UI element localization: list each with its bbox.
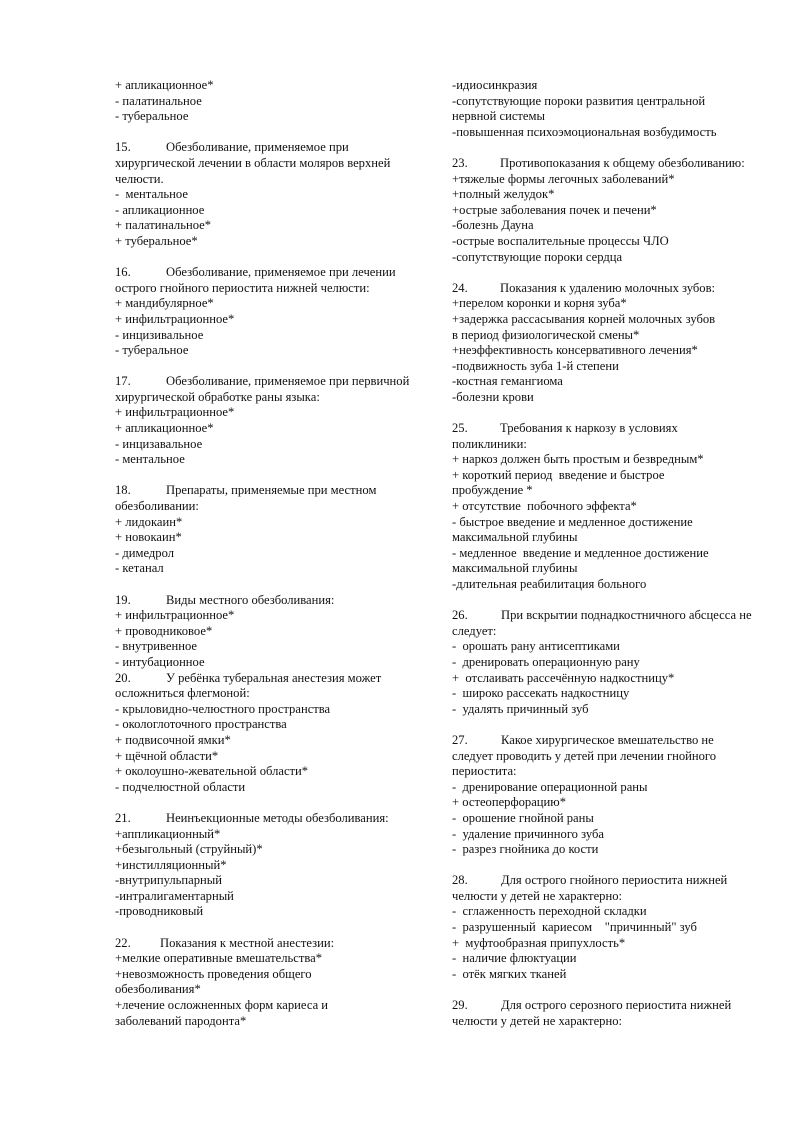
question-27	[452, 733, 752, 858]
question-number: 15.	[115, 140, 131, 155]
option-line: + отсутствие побочного эффекта*	[452, 499, 637, 514]
option-line: -подвижность зуба 1-й степени	[452, 358, 619, 373]
question-title	[452, 733, 752, 780]
option-line: - апликационное	[115, 202, 205, 217]
question-title	[115, 140, 415, 187]
question-title	[452, 998, 752, 1029]
question-number: 28.	[452, 873, 468, 888]
option-line: + инфильтрационное*	[115, 608, 235, 623]
option-line: +острые заболевания почек и печени*	[452, 202, 657, 217]
question-title	[115, 483, 415, 514]
option-line: - отёк мягких тканей	[452, 966, 567, 981]
option-line: - медленное введение и медленное достижение	[452, 545, 709, 560]
question-17	[115, 374, 415, 468]
option-line: -проводниковый	[115, 904, 204, 919]
question-number: 21.	[115, 810, 131, 825]
option-line: - быстрое введение и медленное достижение	[452, 514, 693, 529]
question-title	[115, 671, 415, 702]
option-line: - широко рассекать надкостницу	[452, 686, 630, 701]
question-25	[452, 421, 752, 593]
option-line: + остеоперфорацию*	[452, 795, 566, 810]
question-text: Неинъекционные методы обезболивания:	[166, 810, 389, 825]
question-text: Для острого серозного периостита нижней челюсти у детей не характерно:	[452, 998, 732, 1028]
option-line: - палатинальное	[115, 93, 202, 108]
option-line: - орошать рану антисептиками	[452, 639, 620, 654]
question-number: 17.	[115, 374, 131, 389]
option-line: -болезнь Дауна	[452, 218, 534, 233]
question-text: Виды местного обезболивания:	[166, 592, 335, 607]
option-line: -длительная реабилитация больного	[452, 577, 647, 591]
question-text: Обезболивание, применяемое при лечении острого гнойного периостита нижней челюсти:	[115, 265, 396, 295]
question-28	[452, 873, 752, 982]
option-line: -болезни крови	[452, 389, 534, 404]
option-line: +перелом коронки и корня зуба*	[452, 296, 627, 311]
question-21	[115, 811, 415, 920]
question-title	[115, 593, 415, 609]
option-line: - удалять причинный зуб	[452, 701, 589, 716]
option-line: - кетанал	[115, 561, 164, 576]
right-column	[452, 78, 752, 1029]
question-text: Требования к наркозу в условиях поликлиники:	[452, 421, 678, 451]
question-24	[452, 281, 752, 406]
continued-options	[452, 78, 752, 140]
question-text: При вскрытии поднадкостничного абсцесса не следует:	[452, 608, 752, 638]
option-line: в период физиологической смены*	[452, 327, 640, 342]
question-text: У ребёнка туберальная анестезия может осложниться флегмоной:	[115, 670, 382, 701]
option-line: - окологлоточного пространства	[115, 717, 287, 732]
question-number: 23.	[452, 155, 468, 170]
option-line: - внутривенное	[115, 639, 198, 654]
option-line: - инцизивальное	[115, 327, 204, 342]
option-line: + инфильтрационное*	[115, 311, 235, 326]
question-text: Какое хирургическое вмешательство не следует проводить у детей при лечении гнойного периостита:	[452, 732, 717, 779]
question-15	[115, 140, 415, 249]
option-line: +полный желудок*	[452, 187, 555, 202]
option-line: -костная гемангиома	[452, 374, 563, 389]
option-line: +задержка рассасывания корней молочных зубов	[452, 311, 716, 326]
question-title	[452, 281, 752, 297]
question-text: Показания к местной анестезии:	[160, 935, 335, 950]
option-line: - удаление причинного зуба	[452, 826, 604, 841]
option-line: + мандибулярное*	[115, 296, 214, 311]
question-text: Обезболивание, применяемое при первичной хирургической обработке раны языка:	[115, 374, 410, 404]
option-line: + околоушно-жевательной области*	[115, 764, 309, 779]
option-line: + лидокаин*	[115, 514, 183, 529]
option-line: - дренировать операционную рану	[452, 654, 640, 669]
option-line: -острые воспалительные процессы ЧЛО	[452, 233, 669, 248]
option-line: - сглаженность переходной складки	[452, 904, 647, 919]
option-line: максимальной глубины	[452, 530, 578, 545]
option-line: - подчелюстной области	[115, 779, 246, 794]
option-line: +инстилляционный*	[115, 857, 227, 872]
option-line: обезболивания*	[115, 982, 201, 997]
option-line: -сопутствующие пороки сердца	[452, 249, 623, 264]
question-text: Противопоказания к общему обезболиванию:	[500, 155, 745, 170]
question-number: 20.	[115, 670, 131, 685]
option-line: + апликационное*	[115, 78, 214, 92]
option-line: - ментальное	[115, 452, 185, 467]
question-text: Для острого гнойного периостита нижней челюсти у детей не характерно:	[452, 873, 728, 903]
question-title	[452, 608, 752, 639]
question-19	[115, 593, 415, 671]
option-line: - инцизавальное	[115, 436, 203, 451]
option-line: + проводниковое*	[115, 623, 213, 638]
option-line: - дренирование операционной раны	[452, 779, 648, 794]
question-26	[452, 608, 752, 717]
question-number: 19.	[115, 592, 131, 607]
option-line: + щёчной области*	[115, 748, 219, 763]
question-title	[115, 936, 415, 952]
question-18	[115, 483, 415, 577]
option-line: + новокаин*	[115, 530, 182, 545]
option-line: + апликационное*	[115, 421, 214, 436]
option-line: - наличие флюктуации	[452, 951, 577, 966]
question-title	[115, 265, 415, 296]
left-column	[115, 78, 415, 1029]
option-line: + муфтообразная припухлость*	[452, 935, 626, 950]
question-number: 27.	[452, 732, 468, 747]
option-line: +мелкие оперативные вмешательства*	[115, 951, 322, 966]
option-line: +безыгольный (струйный)*	[115, 842, 263, 857]
option-line: +тяжелые формы легочных заболеваний*	[452, 171, 675, 186]
question-text: Препараты, применяемые при местном обезболивании:	[115, 483, 377, 514]
question-20	[115, 671, 415, 796]
option-line: - интубационное	[115, 654, 205, 669]
option-line: + короткий период введение и быстрое	[452, 467, 665, 482]
question-title	[452, 421, 752, 452]
question-title	[452, 873, 752, 904]
option-line: +неэффективность консервативного лечения*	[452, 343, 698, 358]
question-number: 22.	[115, 935, 131, 950]
option-line: +аппликационный*	[115, 826, 221, 841]
option-line: пробуждение *	[452, 483, 533, 498]
option-line: - туберальное	[115, 109, 189, 124]
continued-options	[115, 78, 415, 125]
option-line: - разрез гнойника до кости	[452, 842, 599, 857]
option-line: - туберальное	[115, 343, 189, 358]
question-text: Обезболивание, применяемое при хирургической лечении в области моляров верхней челюсти.	[115, 140, 391, 186]
option-line: + отслаивать рассечённую надкостницу*	[452, 670, 675, 685]
option-line: + наркоз должен быть простым и безвредным*	[452, 452, 704, 467]
option-line: заболеваний пародонта*	[115, 1013, 247, 1028]
option-line: -сопутствующие пороки развития центральной	[452, 93, 706, 108]
question-title	[452, 156, 752, 172]
option-line: нервной системы	[452, 109, 545, 124]
question-29	[452, 998, 752, 1029]
option-line: -идиосинкразия	[452, 78, 538, 92]
option-line: + инфильтрационное*	[115, 405, 235, 420]
question-number: 18.	[115, 483, 131, 498]
option-line: -интралигаментарный	[115, 888, 234, 903]
option-line: - ментальное	[115, 187, 188, 202]
question-title	[115, 811, 415, 827]
option-line: максимальной глубины	[452, 561, 578, 576]
option-line: - димедрол	[115, 545, 175, 560]
question-number: 26.	[452, 608, 468, 623]
option-line: + туберальное*	[115, 233, 198, 248]
question-number: 29.	[452, 998, 468, 1013]
option-line: + подвисочной ямки*	[115, 732, 231, 747]
option-line: + палатинальное*	[115, 218, 212, 233]
question-number: 25.	[452, 421, 468, 436]
question-22	[115, 936, 415, 1030]
option-line: - разрушенный кариесом "причинный" зуб	[452, 920, 697, 935]
option-line: - орошение гнойной раны	[452, 810, 594, 825]
option-line: - крыловидно-челюстного пространства	[115, 701, 331, 716]
question-text: Показания к удалению молочных зубов:	[500, 280, 716, 295]
option-line: +невозможность проведения общего	[115, 966, 312, 981]
option-line: -внутрипульпарный	[115, 873, 222, 888]
question-number: 16.	[115, 265, 131, 280]
question-title	[115, 374, 415, 405]
option-line: -повышенная психоэмоциональная возбудимость	[452, 124, 717, 139]
option-line: +лечение осложненных форм кариеса и	[115, 998, 329, 1013]
question-number: 24.	[452, 280, 468, 295]
question-16	[115, 265, 415, 359]
question-23	[452, 156, 752, 265]
